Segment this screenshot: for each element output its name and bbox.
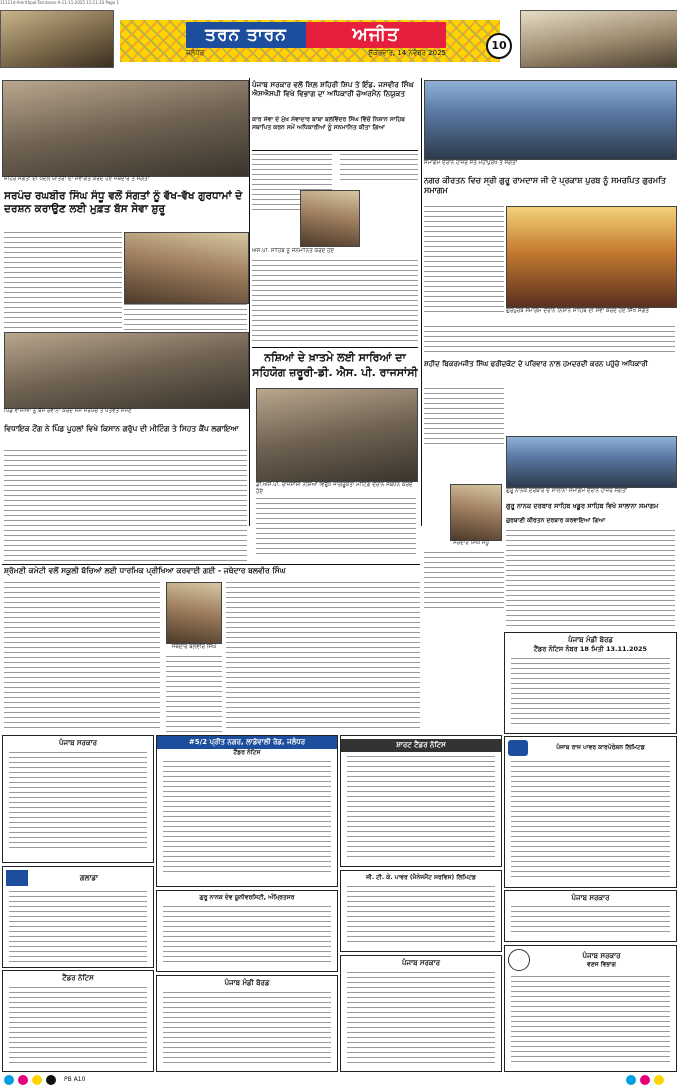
ad9-body bbox=[347, 972, 495, 1067]
ad1-title: ਪੰਜਾਬ ਸਰਕਾਰ bbox=[58, 739, 97, 747]
ad6-title: ਪੰਜਾਬ ਮੰਡੀ ਬੋਰਡ bbox=[568, 636, 613, 644]
registration-dot-yellow-right bbox=[654, 1075, 664, 1085]
center-meeting-photo bbox=[256, 388, 418, 482]
ad3-body bbox=[9, 891, 147, 963]
lead-photo-caption: ਸ਼ਹਿਰ ਸੰਗਤਾਂ ਦੀ ਪੈਦਲ ਯਾਤਰਾ ਦਾ ਸਵਾਗਤ ਕਰਦੇ ਹੋਏ ਜਥੇਦਾਰ ਤੇ ਸੰਗਤਾਂ bbox=[4, 176, 150, 182]
ad9-title: ਪੰਜਾਬ ਸਰਕਾਰ bbox=[401, 959, 440, 967]
top-center-subhead: ਕਾਰ ਸੇਵਾ ਦੇ ਮੁੱਖ ਸੇਵਾਦਾਰ ਬਾਬਾ ਬਲਵਿੰਦਰ ਸਿੰਘ ਵਿੱਚੋਂ ਨਿਸ਼ਾਨ ਸਾਹਿਬ ਸਥਾਪਿਤ ਕਰਨ ਸਮੇਂ ਅਧਿਕਾਰੀਆਂ ਨੂੰ ਸਨਮਾਨਿਤ ਕੀਤਾ ਗਿਆ bbox=[252, 116, 405, 131]
registration-dot-cyan bbox=[4, 1075, 14, 1085]
ad4-subtitle: ਟੈਂਡਰ ਨੋਟਿਸ bbox=[233, 749, 261, 756]
portrait-caption-2: ਸਰਦਾਰ ਸਿੰਘ ਸੰਧੂ bbox=[453, 540, 489, 546]
center-body-text-3 bbox=[340, 154, 418, 184]
left3-body-text bbox=[4, 582, 160, 732]
column-rule bbox=[249, 78, 250, 526]
registration-dot-magenta-right bbox=[640, 1075, 650, 1085]
top-center-headline: ਪੰਜਾਬ ਸਰਕਾਰ ਵਲੋਂ ਸ਼ਿਲ਼ ਸ਼ਹਿਰੀ ਸ਼ਿਪ ਤੇ ਇੰਡ. ਜਸਵੀਰ ਸਿੰਘ ਐਸਐਸਪੀ ਵਿਖੇ ਵਿਭਾਗ ਦਾ ਅਧਿਕਾਰੀ ਚੇਅਰਮੈਨ ਨਿਯੁਕਤ bbox=[252, 80, 414, 98]
ad10-subtitle: ਵਣਜ ਵਿਭਾਗ bbox=[587, 960, 616, 968]
right-body-text-2 bbox=[424, 326, 675, 356]
ad7-body bbox=[511, 761, 670, 881]
ad-punjab-sarkar-1 bbox=[2, 735, 154, 863]
center-body-text-2 bbox=[252, 260, 418, 344]
lead-photo bbox=[2, 80, 249, 177]
ad11-title: ਜੀ. ਟੀ. ਕੇ. ਪਾਵਰ (ਮੈਨੇਜਮੈਂਟ ਸਰਵਿਸ) ਲਿਮਿਟਡ bbox=[366, 874, 476, 881]
registration-dot-magenta bbox=[18, 1075, 28, 1085]
right-top-photo bbox=[424, 80, 677, 160]
left3-body-text-3 bbox=[166, 656, 222, 732]
ad-punjab-sarkar-3 bbox=[340, 955, 502, 1072]
ad8-title: ਪੰਜਾਬ ਮੰਡੀ ਬੋਰਡ bbox=[224, 979, 270, 987]
ad6-subtitle: ਟੈਂਡਰ ਨੋਟਿਸ ਨੰਬਰ 18 ਮਿਤੀ 13.11.2025 bbox=[533, 645, 648, 653]
center-meeting-caption: ਡੀ.ਐਸ.ਪੀ. ਰਾਜਸਾਂਸੀ ਨਸ਼ਿਆਂ ਵਿਰੁੱਧ ਜਾਗਰੂਕਤਾ ਮੀਟਿੰਗ ਦੌਰਾਨ ਸੰਬੋਧਨ ਕਰਦੇ ਹੋਏ bbox=[256, 482, 413, 495]
center-portrait bbox=[300, 190, 360, 247]
registration-dot-cyan-right bbox=[626, 1075, 636, 1085]
ad-punjab-mandi-board-2 bbox=[156, 975, 338, 1072]
left3-headline: ਸ਼੍ਰੋਮਣੀ ਕਮੇਟੀ ਵਲੋਂ ਸਕੂਲੀ ਬੱਚਿਆਂ ਲਈ ਧਾਰਮਿਕ ਪ੍ਰੀਖਿਆ ਕਰਵਾਈ ਗਈ - ਜਥੇਦਾਰ ਬਲਵੀਰ ਸਿੰਘ bbox=[4, 566, 286, 575]
center-photo-caption: ਐਸ.ਪੀ. ਸਾਹਿਬ ਨੂੰ ਸਨਮਾਨਿਤ ਕਰਦੇ ਹੋਏ bbox=[252, 248, 335, 254]
left-photo-group bbox=[4, 332, 249, 409]
ad-gndu bbox=[156, 890, 338, 972]
print-metadata-strip: 11111d-Amrithpal-Tarntaran-A-11-11-2025 11:11:33 Page 1 bbox=[0, 0, 119, 5]
masthead-subline bbox=[186, 49, 446, 60]
left3-body-text-2 bbox=[226, 582, 420, 732]
ad-tender-notice-1 bbox=[2, 970, 154, 1072]
masthead bbox=[0, 8, 677, 70]
glada-logo bbox=[6, 870, 28, 886]
ad-gtk-power bbox=[340, 870, 502, 952]
pspcl-logo bbox=[508, 740, 528, 756]
ad-small bbox=[504, 890, 677, 942]
ad13-title: ਪੰਜਾਬ ਸਰਕਾਰ bbox=[571, 894, 610, 902]
ad7-title: ਪੰਜਾਬ ਰਾਜ ਪਾਵਰ ਕਾਰਪੋਰੇਸ਼ਨ ਲਿਮਿਟਡ bbox=[556, 744, 645, 751]
left-headline: ਸਰਪੰਚ ਰਘਬੀਰ ਸਿੰਘ ਸੰਧੂ ਵਲੋਂ ਸੰਗਤਾਂ ਨੂੰ ਵੱਖ-ਵੱਖ ਗੁਰਧਾਮਾਂ ਦੇ ਦਰਸ਼ਨ ਕਰਾਉਣ ਲਈ ਮੁਫ਼ਤ ਬੱਸ ਸੇਵਾ ਸ਼ੁਰੂ bbox=[4, 190, 243, 215]
right4-body-text bbox=[424, 552, 504, 612]
ad2-body bbox=[9, 987, 147, 1067]
ad-short-tender bbox=[340, 735, 502, 867]
portrait-photo-2 bbox=[450, 484, 502, 541]
mid-headline: ਨਸ਼ਿਆਂ ਦੇ ਖ਼ਾਤਮੇ ਲਈ ਸਾਰਿਆਂ ਦਾ ਸਹਿਯੋਗ ਜ਼ਰੂਰੀ-ਡੀ. ਐਸ. ਪੀ. ਰਾਜਸਾਂਸੀ bbox=[252, 351, 418, 379]
ad11-body bbox=[347, 886, 495, 946]
registration-dot-black bbox=[46, 1075, 56, 1085]
ad2-title: ਟੈਂਡਰ ਨੋਟਿਸ bbox=[62, 974, 94, 982]
left2-headline: ਵਿਧਾਇਕ ਟੌਂਗ ਨੇ ਪਿੰਡ ਪੂਹਲਾਂ ਵਿਖੇ ਕਿਸਾਨ ਗਰੁੱਪ ਦੀ ਮੀਟਿੰਗ ਤੇ ਸਿਹਤ ਕੈਂਪ ਲਗਾਇਆ bbox=[4, 424, 239, 433]
ad8-body bbox=[163, 992, 331, 1067]
ad3-title: ਗਲਾਡਾ bbox=[79, 873, 99, 882]
govt-emblem-icon bbox=[508, 949, 530, 971]
date-label: ਸ਼ੁੱਕਰਵਾਰ, 14 ਨਵੰਬਰ 2025 bbox=[368, 49, 446, 57]
masthead-title-left: ਤਰਨ ਤਾਰਨ bbox=[186, 22, 306, 48]
edition-label: ਜਲੰਧਰ bbox=[186, 49, 205, 57]
masthead-photo-left bbox=[0, 10, 114, 68]
ad4-title: #5/2 ਪ੍ਰੀਤ ਨਗਰ, ਲਾਡੋਵਾਲੀ ਰੋਡ, ਜਲੰਧਰ bbox=[157, 736, 337, 749]
registration-dot-yellow bbox=[32, 1075, 42, 1085]
ad-pspcl bbox=[504, 736, 677, 888]
right-body-text bbox=[424, 206, 504, 314]
right-sangat-photo bbox=[506, 436, 677, 488]
right3-caption: ਗੁਰੂ ਨਾਨਕ ਦਰਬਾਰ ਦੇ ਸਾਲਾਨਾ ਸਮਾਗਮ ਦੌਰਾਨ ਹਾਜ਼ਰ ਸੰਗਤਾਂ bbox=[506, 488, 627, 494]
ad5-title: ਸ਼ਾਰਟ ਟੈਂਡਰ ਨੋਟਿਸ bbox=[341, 739, 501, 752]
ad10-body bbox=[511, 976, 670, 1064]
masthead-title-right: ਅਜੀਤ bbox=[306, 22, 446, 48]
right-top-caption: ਸਮਾਗਮ ਦੌਰਾਨ ਹਾਜ਼ਰ ਸੰਤ ਮਹਾਂਪੁਰਖ ਤੇ ਸੰਗਤਾਂ bbox=[424, 160, 518, 166]
ad-vanaj-vibhag bbox=[504, 945, 677, 1072]
left-body-text bbox=[4, 232, 122, 330]
page-code: PB A10 bbox=[64, 1076, 86, 1083]
ad12-body bbox=[163, 906, 331, 966]
portrait-photo-1 bbox=[166, 582, 222, 644]
right-photo bbox=[506, 206, 677, 308]
right3-subhead: ਗੁਰਬਾਣੀ ਕੀਰਤਨ ਦਰਬਾਰ ਕਰਵਾਇਆ ਗਿਆ bbox=[506, 517, 606, 524]
right3-headline: ਗੁਰੂ ਨਾਨਕ ਦਰਬਾਰ ਸਾਹਿਬ ਖਡੂਰ ਸਾਹਿਬ ਵਿਖੇ ਸਾਲਾਨਾ ਸਮਾਗਮ bbox=[506, 502, 659, 510]
right2-headline: ਸ਼ਹੀਦ ਬਿਕਰਮਜੀਤ ਸਿੰਘ ਫਰੀਦਕੋਟ ਦੇ ਪਰਿਵਾਰ ਨਾਲ ਹਮਦਰਦੀ ਕਰਨ ਪਹੁੰਚੇ ਅਧਿਕਾਰੀ bbox=[424, 360, 648, 368]
left-photo-small bbox=[124, 232, 249, 304]
ad-preet-nagar bbox=[156, 735, 338, 887]
ad12-title: ਗੁਰੂ ਨਾਨਕ ਦੇਵ ਯੂਨੀਵਰਸਿਟੀ, ਅੰਮ੍ਰਿਤਸਰ bbox=[199, 894, 295, 901]
left-photo-caption: ਪਿੰਡ ਵਾਸੀਆਂ ਨੂੰ ਬੱਸ ਰਵਾਨਾ ਕਰਦੇ ਸਮੇਂ ਸਰਪੰਚ ਤੇ ਪਤਵੰਤੇ ਸੱਜਣ bbox=[4, 408, 132, 414]
right-headline: ਨਗਰ ਕੀਰਤਨ ਵਿਚ ਸ੍ਰੀ ਗੁਰੂ ਰਾਮਦਾਸ ਜੀ ਦੇ ਪ੍ਰਕਾਸ਼ ਪੁਰਬ ਨੂੰ ਸਮਰਪਿਤ ਗੁਰਮਤਿ ਸਮਾਗਮ bbox=[424, 176, 666, 195]
divider bbox=[252, 150, 418, 151]
ad13-body bbox=[511, 906, 670, 936]
left2-body-text bbox=[4, 450, 247, 562]
divider bbox=[2, 564, 420, 565]
ad6-body bbox=[511, 658, 670, 726]
masthead-photo-right bbox=[520, 10, 677, 68]
left-body-text-2 bbox=[124, 304, 247, 330]
divider bbox=[252, 347, 418, 348]
right-photo-caption: ਗੁਰਪੁਰਬ ਸਮਾਗਮ ਦੌਰਾਨ ਨਿਸ਼ਾਨ ਸਾਹਿਬ ਦੀ ਸੇਵਾ ਕਰਦੇ ਹੋਏ ਸਿੱਖ ਸੰਗਤ bbox=[506, 308, 649, 314]
ad4-body bbox=[163, 761, 331, 873]
ad10-title: ਪੰਜਾਬ ਸਰਕਾਰ bbox=[582, 951, 621, 960]
right3-body-text bbox=[506, 530, 675, 628]
page-number: 10 bbox=[486, 33, 512, 59]
ad1-body bbox=[9, 752, 147, 852]
right2-body-text bbox=[424, 388, 504, 444]
center2-body-text bbox=[256, 498, 416, 558]
bottom-color-bar bbox=[0, 1072, 677, 1089]
column-rule bbox=[421, 78, 422, 526]
ad5-body bbox=[347, 756, 495, 860]
ad-punjab-mandi-board bbox=[504, 632, 677, 734]
ad-glada bbox=[2, 866, 154, 968]
portrait-caption-1: ਜਥੇਦਾਰ ਬਲਵੀਰ ਸਿੰਘ bbox=[171, 644, 217, 650]
